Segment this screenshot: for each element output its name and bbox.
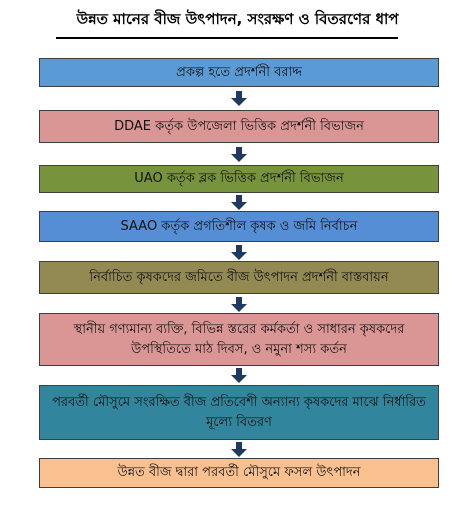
down-arrow-icon [231,245,247,260]
down-arrow-icon [231,195,247,210]
step-label: প্রকল্প হতে প্রদর্শনী বরাদ্দ [176,64,302,80]
step-label: উন্নত বীজ দ্বারা পরবর্তী মৌসুমে ফসল উৎপাদন [117,465,361,480]
step-1-allocation [39,58,439,87]
diagram-title: উন্নত মানের বীজ উৎপাদন, সংরক্ষণ ও বিতরণের ধাপ [76,10,399,28]
step-4-farmer-selection [39,211,439,242]
step-2-upazila-division [39,110,439,143]
down-arrow-icon [231,442,247,457]
title-underline [56,37,398,39]
step-label: পরবর্তী মৌসুমে সংরক্ষিত বীজ প্রতিবেশী অন্যান্য কৃষকদের মাঝে নির্ধারিত মূল্যে বিতরণ [52,394,426,430]
down-arrow-icon [231,147,247,162]
down-arrow-icon [231,91,247,106]
down-arrow-icon [231,297,247,312]
step-5-demonstration [39,261,439,294]
step-3-block-division [39,165,439,193]
step-label: স্থানীয় গণ্যমান্য ব্যক্তি, বিভিন্ন স্তরের কর্মকর্তা ও সাধারন কৃষকদের উপস্থিতিতে মাঠ দিবস, ও নমুনা শস্য কর্তন [73,321,405,357]
step-label: DDAE কর্তৃক উপজেলা ভিত্তিক প্রদর্শনী বিভাজন [114,118,364,134]
step-label: নির্বাচিত কৃষকদের জমিতে বীজ উৎপাদন প্রদর্শনী বাস্তবায়ন [89,269,389,285]
step-label: UAO কর্তৃক ব্লক ভিত্তিক প্রদর্শনী বিভাজন [134,171,344,186]
step-label: SAAO কর্তৃক প্রগতিশীল কৃষক ও জমি নির্বাচন [120,218,358,234]
step-8-production [39,458,439,488]
down-arrow-icon [231,368,247,383]
step-7-distribution [39,385,439,440]
step-6-field-day [39,313,439,366]
